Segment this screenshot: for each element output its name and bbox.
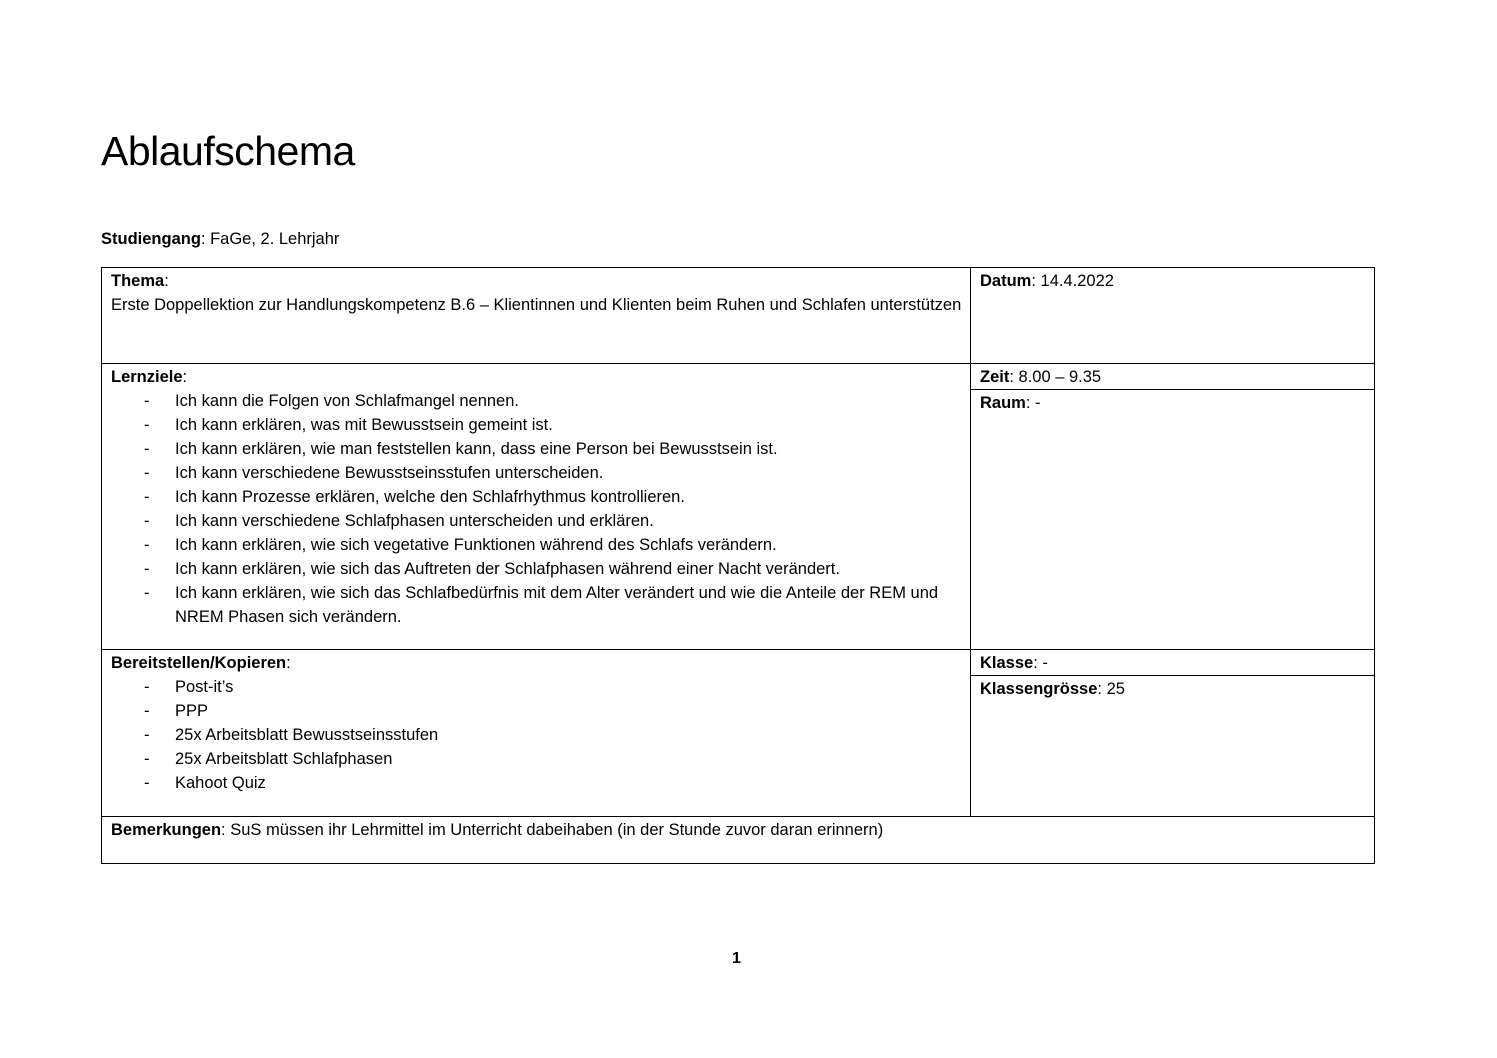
raum-value: : - bbox=[1025, 394, 1041, 412]
list-item: - Ich kann erklären, wie sich das Schlafbedürfnis mit dem Alter verändert und wie die Anteile der REM und NREM Phasen sich verändern. bbox=[111, 581, 962, 629]
schedule-table bbox=[101, 267, 1375, 864]
bereitstellen-list bbox=[111, 675, 962, 795]
lernziele-label: Lernziele bbox=[111, 368, 183, 386]
list-item: - Ich kann erklären, wie sich das Auftreten der Schlafphasen während einer Nacht verändert. bbox=[111, 557, 962, 581]
datum-value: : 14.4.2022 bbox=[1031, 272, 1114, 290]
klasse-label: Klasse bbox=[980, 654, 1034, 672]
bereitstellen-sep: : bbox=[286, 654, 291, 672]
list-item: - PPP bbox=[111, 699, 962, 723]
list-item: - Post-it’s bbox=[111, 675, 962, 699]
datum-label: Datum bbox=[980, 272, 1032, 290]
bemerkungen-cell bbox=[102, 817, 1375, 864]
zeit-cell bbox=[971, 364, 1375, 390]
list-item: - Ich kann erklären, wie sich vegetative Funktionen während des Schlafs verändern. bbox=[111, 533, 962, 557]
raum-cell bbox=[971, 390, 1375, 650]
page-number: 1 bbox=[732, 950, 741, 967]
zeit-value: : 8.00 – 9.35 bbox=[1009, 368, 1102, 386]
list-item: - Ich kann erklären, wie man feststellen kann, dass eine Person bei Bewusstsein ist. bbox=[111, 437, 962, 461]
lernziele-list bbox=[111, 389, 962, 629]
klasse-value: : - bbox=[1033, 654, 1048, 672]
klassengroesse-cell bbox=[971, 676, 1375, 817]
klassengroesse-label: Klassengrösse bbox=[980, 680, 1098, 698]
list-item: - Ich kann verschiedene Schlafphasen unterscheiden und erklären. bbox=[111, 509, 962, 533]
bemerkungen-value: : SuS müssen ihr Lehrmittel im Unterricht dabeihaben (in der Stunde zuvor daran erinnern) bbox=[221, 821, 884, 839]
page-title: Ablaufschema bbox=[101, 128, 355, 174]
lernziele-sep: : bbox=[182, 368, 188, 386]
klassengroesse-value: : 25 bbox=[1097, 680, 1125, 698]
thema-label: Thema bbox=[111, 272, 165, 290]
program-value: : FaGe, 2. Lehrjahr bbox=[200, 230, 340, 248]
row-bereitstellen-a bbox=[102, 650, 1375, 676]
bereitstellen-cell bbox=[102, 650, 971, 817]
row-thema bbox=[102, 268, 1375, 364]
list-item: - 25x Arbeitsblatt Schlafphasen bbox=[111, 747, 962, 771]
list-item: - 25x Arbeitsblatt Bewusstseinsstufen bbox=[111, 723, 962, 747]
bemerkungen-label: Bemerkungen bbox=[111, 821, 222, 839]
row-lernziele-a bbox=[102, 364, 1375, 390]
thema-text: Erste Doppellektion zur Handlungskompetenz B.6 – Klientinnen und Klienten beim Ruhen und Schlafen unterstützen bbox=[111, 296, 962, 314]
zeit-label: Zeit bbox=[980, 368, 1010, 386]
row-bemerkungen bbox=[102, 817, 1375, 864]
raum-label: Raum bbox=[980, 394, 1026, 412]
program-label: Studiengang bbox=[101, 230, 201, 248]
program-line bbox=[101, 230, 339, 249]
bereitstellen-label: Bereitstellen/Kopieren bbox=[111, 654, 287, 672]
klasse-cell bbox=[971, 650, 1375, 676]
datum-cell bbox=[971, 268, 1375, 364]
list-item: - Ich kann Prozesse erklären, welche den Schlafrhythmus kontrollieren. bbox=[111, 485, 962, 509]
thema-cell bbox=[102, 268, 971, 364]
list-item: - Ich kann die Folgen von Schlafmangel nennen. bbox=[111, 389, 962, 413]
list-item: - Ich kann verschiedene Bewusstseinsstufen unterscheiden. bbox=[111, 461, 962, 485]
list-item: - Ich kann erklären, was mit Bewusstsein gemeint ist. bbox=[111, 413, 962, 437]
lernziele-cell bbox=[102, 364, 971, 650]
thema-sep: : bbox=[164, 272, 169, 290]
list-item: - Kahoot Quiz bbox=[111, 771, 962, 795]
